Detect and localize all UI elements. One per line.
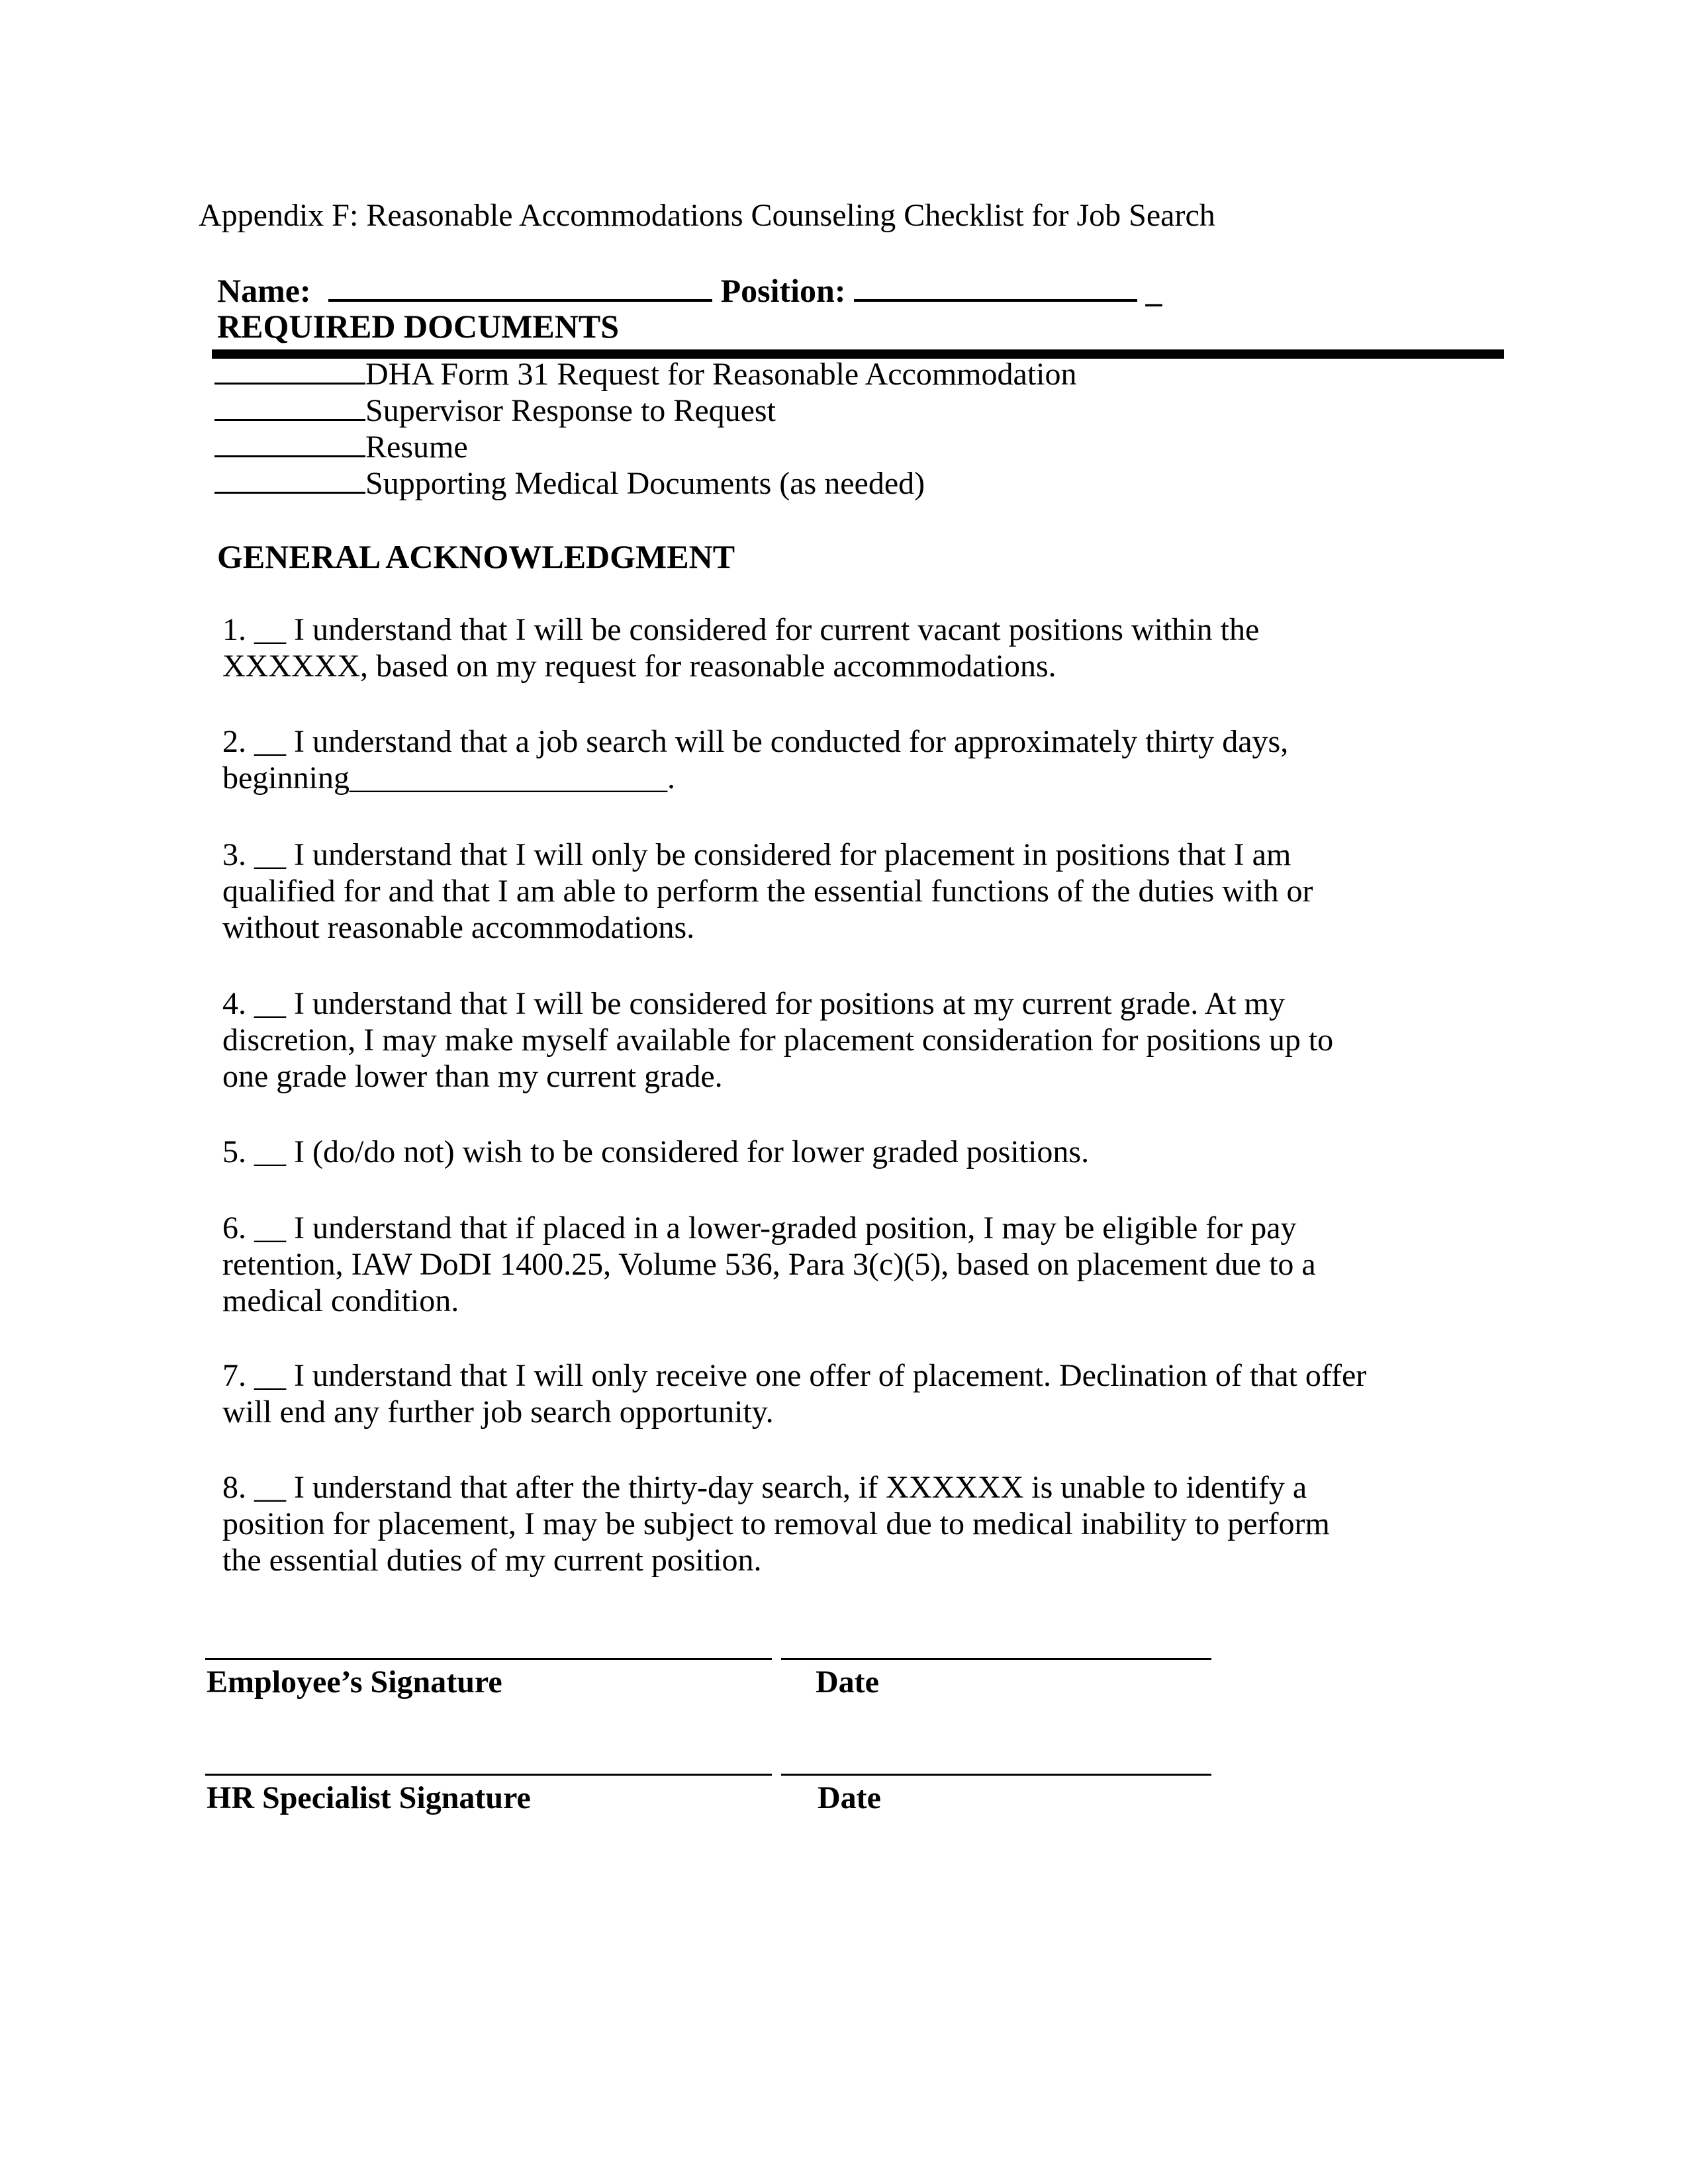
acknowledgment-line: the essential duties of my current position. (222, 1543, 762, 1578)
acknowledgment-item (222, 723, 1480, 796)
acknowledgment-item (222, 837, 1480, 946)
document-check-blank[interactable] (214, 356, 365, 385)
document-label: Resume (365, 430, 468, 465)
employee-signature-line[interactable] (205, 1658, 772, 1660)
acknowledgment-line: 4. __ I understand that I will be considered for positions at my current grade. At my (222, 986, 1285, 1021)
name-field[interactable] (328, 273, 712, 302)
required-documents-list (214, 356, 1077, 502)
document-label: Supporting Medical Documents (as needed) (365, 466, 925, 501)
acknowledgment-line: one grade lower than my current grade. (222, 1059, 723, 1094)
position-field-tail: _ (1145, 272, 1162, 309)
acknowledgment-line: position for placement, I may be subject to removal due to medical inability to perform (222, 1506, 1330, 1541)
acknowledgment-item (222, 1469, 1480, 1578)
acknowledgment-item (222, 1134, 1480, 1170)
hr-date-label: Date (818, 1780, 881, 1815)
acknowledgment-item (222, 985, 1480, 1095)
acknowledgment-line: discretion, I may make myself available for placement consideration for positions up to (222, 1023, 1334, 1058)
acknowledgment-line: 8. __ I understand that after the thirty-day search, if XXXXXX is unable to identify a (222, 1470, 1307, 1505)
acknowledgment-line: qualified for and that I am able to perform the essential functions of the duties with or (222, 874, 1313, 909)
document-label: Supervisor Response to Request (365, 393, 776, 428)
employee-date-line[interactable] (781, 1658, 1211, 1660)
required-documents-heading: REQUIRED DOCUMENTS (217, 308, 620, 345)
acknowledgment-line: medical condition. (222, 1283, 459, 1318)
document-item (214, 356, 1077, 392)
hr-signature-label: HR Specialist Signature (207, 1780, 531, 1815)
acknowledgment-line: without reasonable accommodations. (222, 910, 695, 945)
acknowledgment-heading: GENERAL ACKNOWLEDGMENT (217, 538, 735, 575)
acknowledgment-line: beginning____________________. (222, 760, 675, 796)
acknowledgment-line: will end any further job search opportunity. (222, 1394, 774, 1430)
acknowledgment-line: 6. __ I understand that if placed in a lower-graded position, I may be eligible for pay (222, 1210, 1297, 1246)
position-field[interactable] (854, 273, 1137, 302)
document-check-blank[interactable] (214, 465, 365, 494)
document-item (214, 392, 1077, 429)
document-label: DHA Form 31 Request for Reasonable Accommodation (365, 357, 1077, 392)
acknowledgment-line: 2. __ I understand that a job search will be conducted for approximately thirty days, (222, 724, 1289, 759)
document-check-blank[interactable] (214, 392, 365, 421)
acknowledgment-line: 1. __ I understand that I will be considered for current vacant positions within the (222, 612, 1260, 647)
acknowledgment-line: 5. __ I (do/do not) wish to be considered for lower graded positions. (222, 1134, 1090, 1169)
employee-signature-label: Employee’s Signature (207, 1664, 502, 1700)
page-title: Appendix F: Reasonable Accommodations Counseling Checklist for Job Search (199, 198, 1215, 233)
acknowledgment-line: retention, IAW DoDI 1400.25, Volume 536, Para 3(c)(5), based on placement due to a (222, 1247, 1316, 1282)
acknowledgment-line: 3. __ I understand that I will only be considered for placement in positions that I am (222, 837, 1291, 872)
position-label: Position: (720, 272, 846, 309)
name-label: Name: (217, 272, 311, 309)
document-item (214, 465, 1077, 502)
acknowledgment-item (222, 1357, 1480, 1430)
acknowledgment-item (222, 1210, 1480, 1319)
hr-date-line[interactable] (781, 1774, 1211, 1776)
hr-signature-line[interactable] (205, 1774, 772, 1776)
document-item (214, 429, 1077, 465)
employee-date-label: Date (816, 1664, 879, 1700)
acknowledgment-line: XXXXXX, based on my request for reasonable accommodations. (222, 649, 1056, 684)
document-check-blank[interactable] (214, 429, 365, 457)
acknowledgment-line: 7. __ I understand that I will only receive one offer of placement. Declination of that offer (222, 1358, 1367, 1393)
acknowledgment-item (222, 612, 1480, 684)
name-position-row (217, 271, 1162, 310)
